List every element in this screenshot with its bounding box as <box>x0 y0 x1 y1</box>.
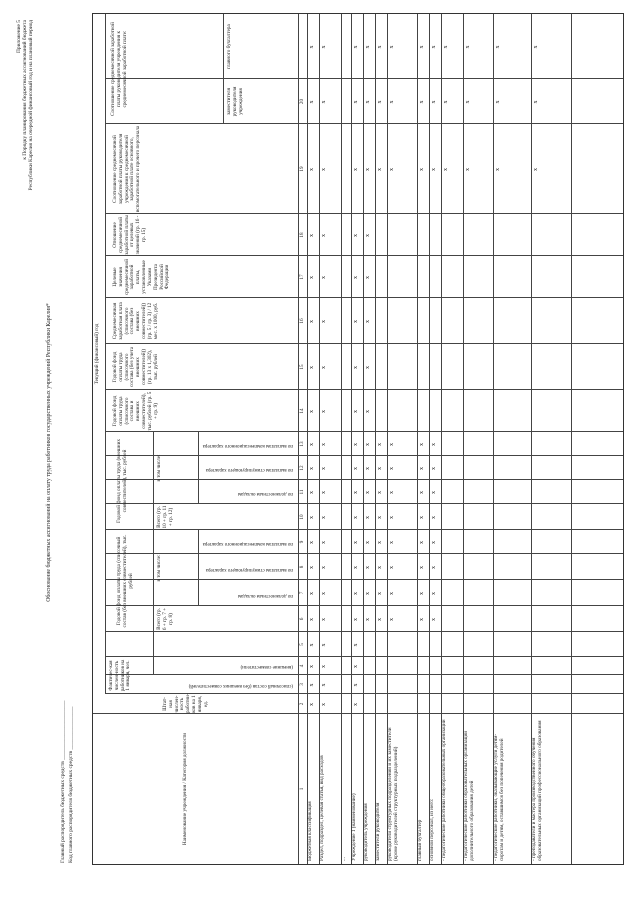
grid-line <box>105 529 623 530</box>
cell-mark: x <box>321 100 327 104</box>
cell-mark: x <box>533 100 539 104</box>
cell-mark: x <box>377 592 383 595</box>
cell-mark: x <box>419 516 425 519</box>
cell-mark: x <box>389 467 395 470</box>
cell-mark: x <box>365 541 371 544</box>
cell-mark: x <box>321 45 327 49</box>
cell-mark: x <box>377 491 383 494</box>
header-col-20: главного бухгалтера <box>226 24 232 69</box>
cell-mark: x <box>389 45 395 49</box>
cell-mark: x <box>353 592 359 595</box>
header-col-14: Годовой фонд оплаты труда (списочного состава (без учета внешних совместителей)) (гр. 13 x 1,302), тыс. рублей <box>112 346 159 388</box>
cell-mark: x <box>365 618 371 621</box>
row-label: Бюджетная классификация <box>307 801 313 861</box>
cell-mark: x <box>353 234 359 237</box>
cell-mark: x <box>431 443 437 446</box>
cell-mark: x <box>377 443 383 446</box>
row-label: заместители руководителя <box>375 802 381 861</box>
header-total-2: Всего (гр. 10 + гр. 11 + гр. 12) <box>156 505 174 529</box>
header-incl-1: в том числе: <box>156 554 162 582</box>
cell-mark: x <box>353 516 359 519</box>
cell-mark: x <box>309 443 315 446</box>
column-number: 10 <box>299 514 305 520</box>
header-col-18: Соотношение среднемесячной заработной платы руководителя учреждения к среднемесячной заработной плате основного, вспомогательного и прочего персонала <box>112 125 142 213</box>
cell-mark: x <box>465 45 471 49</box>
cell-mark: x <box>419 491 425 494</box>
cell-mark: x <box>309 320 315 323</box>
cell-mark: x <box>389 541 395 544</box>
cell-mark: x <box>389 592 395 595</box>
cell-mark: x <box>321 643 327 647</box>
code-label: Код главного распорядителя бюджетных средств ________________ <box>68 706 74 863</box>
cell-mark: x <box>353 443 359 446</box>
cell-mark: x <box>443 100 449 104</box>
cell-mark: x <box>365 516 371 519</box>
grid-line <box>105 656 623 657</box>
cell-mark: x <box>353 45 359 49</box>
cell-mark: x <box>365 366 371 369</box>
grid-line <box>105 431 623 432</box>
cell-mark: x <box>495 100 501 104</box>
cell-mark: x <box>419 168 425 171</box>
header-fund-list: Годовой фонд оплаты труда (списочный состав (без внешних совместителей), тыс. рублей <box>116 534 134 628</box>
cell-mark: x <box>419 45 425 49</box>
cell-mark: x <box>309 683 315 687</box>
row-label: - педагогические работники, оказывающие услуги детям-сиротам и детям, оставшимся без попечения родителей <box>493 733 505 861</box>
column-number: 12 <box>299 465 305 471</box>
cell-mark: x <box>389 100 395 104</box>
grid-line <box>105 297 623 298</box>
header-staff: Штат-ная числен-ность работни-ков на 1 января, ед. <box>162 693 209 713</box>
column-number: 17 <box>299 274 305 280</box>
grid-line <box>105 631 623 632</box>
column-number: 8 <box>299 565 305 569</box>
cell-mark: x <box>431 491 437 494</box>
cell-mark: x <box>353 643 359 647</box>
cell-mark: x <box>309 100 315 104</box>
cell-mark: x <box>431 592 437 595</box>
cell-mark: x <box>321 618 327 621</box>
header-name: Наименование учреждения / Категория должности <box>182 732 188 846</box>
column-number: 5 <box>299 643 305 646</box>
column-number: 14 <box>299 408 305 414</box>
cell-mark: x <box>377 168 383 171</box>
cell-mark: x <box>377 541 383 544</box>
cell-mark: x <box>321 665 327 668</box>
column-number: 15 <box>299 364 305 370</box>
cell-mark: x <box>309 592 315 595</box>
header-fund-ext: Годовой фонд оплаты труда (внешних совместителей), тыс. рублей <box>116 439 128 523</box>
grid-line <box>93 713 623 714</box>
cell-mark: x <box>431 168 437 171</box>
cell-mark: x <box>443 168 449 171</box>
cell-mark: x <box>309 516 315 519</box>
column-number: 16 <box>299 318 305 324</box>
cell-mark: x <box>365 168 371 171</box>
header-col-19-20: Соотношение среднемесячной заработной платы руководителя учреждения к среднемесячной заработной плате: <box>110 22 128 116</box>
cell-mark: x <box>365 410 371 413</box>
grid-line <box>198 432 199 504</box>
cell-mark: x <box>321 467 327 470</box>
header-col-19: заместителя руководителя учреждения <box>226 86 244 117</box>
cell-mark: x <box>377 100 383 104</box>
grid-line <box>153 432 154 530</box>
cell-mark: x <box>365 45 371 49</box>
cell-mark: x <box>465 100 471 104</box>
cell-mark: x <box>309 643 315 647</box>
cell-mark: x <box>389 443 395 446</box>
header-total-1: Всего (гр. 6 + гр. 7 + гр. 8) <box>156 607 174 631</box>
cell-mark: x <box>321 703 327 706</box>
appendix-block <box>16 20 35 190</box>
cell-mark: x <box>321 168 327 171</box>
cell-mark: x <box>431 45 437 49</box>
cell-mark: x <box>419 566 425 569</box>
cell-mark: x <box>321 320 327 323</box>
column-number: 13 <box>299 441 305 447</box>
cell-mark: x <box>431 516 437 519</box>
grid-line <box>105 455 623 456</box>
cell-mark: x <box>321 491 327 494</box>
cell-mark: x <box>321 592 327 595</box>
column-number: 11 <box>299 489 305 495</box>
row-label: главный бухгалтер <box>417 819 423 861</box>
current-year-heading: Текущий (финансовый) год <box>94 323 100 385</box>
header-col-15: Среднемесячная заработная плата (списочного состава (без внешних совместителей)) (гр. 5 / гр. 3) / 12 мес. x 1000, руб. <box>112 302 159 340</box>
grid-line <box>105 389 623 390</box>
cell-mark: x <box>377 467 383 470</box>
page-title: Обоснование бюджетных ассигнований на оплату труда работников государственных учреждений Республики Карелия* <box>46 303 52 602</box>
cell-mark: x <box>377 516 383 519</box>
cell-mark: x <box>353 320 359 323</box>
row-label: Учреждение 1 (наименование) <box>351 793 357 861</box>
cell-mark: x <box>431 618 437 621</box>
cell-mark: x <box>309 566 315 569</box>
grid-line <box>105 674 623 675</box>
cell-mark: x <box>419 592 425 595</box>
cell-mark: x <box>365 443 371 446</box>
cell-mark: x <box>309 618 315 621</box>
cell-mark: x <box>353 566 359 569</box>
grid-line <box>105 14 106 694</box>
cell-mark: x <box>495 168 501 171</box>
cell-mark: x <box>309 541 315 544</box>
grid-line <box>105 123 623 124</box>
grid-line <box>153 530 154 632</box>
grid-line <box>105 693 623 694</box>
appendix-line1: Приложение 5 <box>16 20 22 53</box>
row-label: руководитель учреждения <box>363 803 369 861</box>
cell-mark: x <box>321 541 327 544</box>
cell-mark: x <box>321 410 327 413</box>
cell-mark: x <box>431 100 437 104</box>
column-number: 18 <box>299 232 305 238</box>
header-actual-ext: (внешние совместители) <box>240 664 293 669</box>
cell-mark: x <box>353 618 359 621</box>
header-col-16: Целевые значения среднемесячной заработной платы, установленные Указами Президента Российской Федерации <box>112 259 171 296</box>
grid-line <box>105 605 623 606</box>
cell-mark: x <box>321 516 327 519</box>
cell-mark: x <box>309 234 315 237</box>
cell-mark: x <box>353 491 359 494</box>
cell-mark: x <box>419 467 425 470</box>
cell-mark: x <box>321 234 327 237</box>
cell-mark: x <box>389 168 395 171</box>
cell-mark: x <box>419 443 425 446</box>
column-number: 20 <box>299 98 305 105</box>
column-number: 7 <box>299 591 305 595</box>
grid-line <box>105 213 623 214</box>
cell-mark: x <box>365 100 371 104</box>
cell-mark: x <box>321 566 327 569</box>
header-actual-list: (списочный состав (без внешних совместителей) <box>188 683 293 688</box>
grid-line <box>198 530 199 606</box>
row-label: ... <box>341 857 347 861</box>
header-sub2-col_salary: по должностным окладам <box>237 491 293 496</box>
row-label: - педагогические работники образовательных организаций дополнительного образования детей <box>463 730 475 861</box>
cell-mark: x <box>353 541 359 544</box>
row-label: - преподаватели и мастера производственного обучения образовательных организаций профессионального образования <box>531 720 543 861</box>
row-label: - педагогические работники общеобразовательных организаций <box>441 719 447 861</box>
cell-mark: x <box>533 45 539 49</box>
cell-mark: x <box>365 320 371 323</box>
column-number: 4 <box>299 664 305 668</box>
cell-mark: x <box>309 366 315 369</box>
allocation-table <box>92 13 624 865</box>
cell-mark: x <box>377 45 383 49</box>
cell-mark: x <box>365 276 371 279</box>
cell-mark: x <box>495 45 501 49</box>
cell-mark: x <box>389 491 395 494</box>
cell-mark: x <box>309 410 315 413</box>
header-actual: Фактичес-кая числен-ность работников на 1 января, чел. <box>108 659 132 692</box>
grid-line <box>105 343 623 344</box>
column-number: 6 <box>299 617 305 621</box>
row-label: основной персонал, из него: <box>429 798 435 861</box>
grid-line <box>105 479 623 480</box>
cell-mark: x <box>353 683 359 687</box>
column-number: 1 <box>299 787 305 791</box>
header-sub2-col_compensation: по выплатам компенсационного характера <box>202 443 293 448</box>
grid-line <box>105 553 623 554</box>
grid-line <box>105 579 623 580</box>
grid-line <box>223 14 224 124</box>
cell-mark: x <box>309 665 315 668</box>
grid-line <box>105 255 623 256</box>
appendix-line2: к Порядку планирования бюджетных ассигнований бюджета <box>22 20 29 160</box>
column-number: 19 <box>299 166 305 172</box>
cell-mark: x <box>353 467 359 470</box>
header-sub-col_compensation: по выплатам компенсационного характера <box>202 541 293 546</box>
cell-mark: x <box>431 467 437 470</box>
cell-mark: x <box>389 516 395 519</box>
manager-label: Главный распорядитель бюджетных средств ______________________ <box>60 700 66 863</box>
header-sub2-col_incentive: по выплатам стимулирующего характера <box>205 467 293 472</box>
column-number: 9 <box>299 540 305 544</box>
cell-mark: x <box>419 618 425 621</box>
cell-mark: x <box>419 541 425 544</box>
cell-mark: x <box>321 443 327 446</box>
cell-mark: x <box>443 45 449 49</box>
cell-mark: x <box>321 366 327 369</box>
cell-mark: x <box>309 491 315 494</box>
cell-mark: x <box>353 366 359 369</box>
cell-mark: x <box>321 276 327 279</box>
cell-mark: x <box>353 100 359 104</box>
grid-line <box>105 503 623 504</box>
column-number: 3 <box>299 683 305 686</box>
cell-mark: x <box>431 566 437 569</box>
cell-mark: x <box>353 276 359 279</box>
grid-line <box>571 14 572 864</box>
cell-mark: x <box>353 665 359 668</box>
cell-mark: x <box>309 703 315 706</box>
header-col-13: Годовой фонд оплаты труда (списочного состава и внешних совместителей), тыс. рублей (гр. 5 + гр. 9) <box>112 391 159 431</box>
cell-mark: x <box>377 566 383 569</box>
cell-mark: x <box>321 683 327 687</box>
cell-mark: x <box>353 410 359 413</box>
cell-mark: x <box>365 234 371 237</box>
cell-mark: x <box>389 618 395 621</box>
header-sub-col_salary: по должностным окладам <box>237 593 293 598</box>
cell-mark: x <box>389 566 395 569</box>
cell-mark: x <box>419 100 425 104</box>
cell-mark: x <box>365 491 371 494</box>
cell-mark: x <box>309 45 315 49</box>
row-label: руководители структурных подразделений и их заместители (кроме руководителей структурных подразделений) <box>387 727 399 861</box>
row-label: Раздел, подраздел, целевая статья, вид расходов <box>319 755 325 861</box>
cell-mark: x <box>309 276 315 279</box>
cell-mark: x <box>431 541 437 544</box>
cell-mark: x <box>533 168 539 171</box>
cell-mark: x <box>377 618 383 621</box>
header-sub-col_incentive: по выплатам стимулирующего характера <box>205 567 293 572</box>
column-number: 2 <box>299 702 305 706</box>
cell-mark: x <box>365 467 371 470</box>
appendix-line3: Республики Карелия на очередной финансовый год и на плановый период <box>28 20 35 191</box>
cell-mark: x <box>365 592 371 595</box>
cell-mark: x <box>465 168 471 171</box>
header-col-17: Отношение среднемесячной заработной платы от целевых значений (гр. 16 - гр. 15) <box>112 215 148 255</box>
cell-mark: x <box>353 168 359 171</box>
cell-mark: x <box>309 168 315 171</box>
cell-mark: x <box>365 566 371 569</box>
header-incl-2: в том числе: <box>156 454 162 482</box>
cell-mark: x <box>309 467 315 470</box>
cell-mark: x <box>353 703 359 706</box>
